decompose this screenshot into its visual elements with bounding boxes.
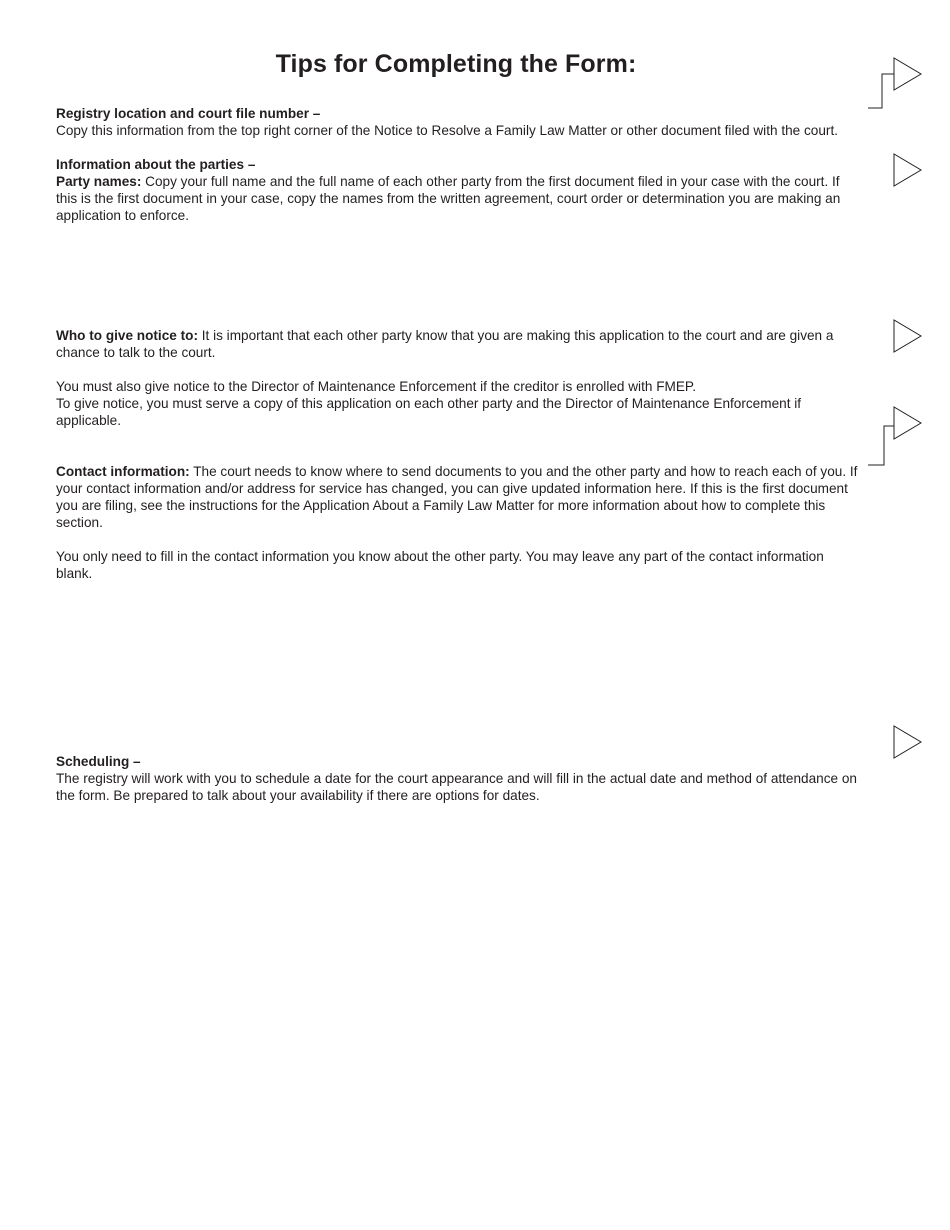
page-title: Tips for Completing the Form:: [275, 50, 637, 78]
arrow-icon: [893, 725, 925, 759]
arrow-icon: [893, 153, 925, 187]
flag-arrow-icon: [866, 57, 924, 111]
registry-text: Copy this information from the top right corner of the Notice to Resolve a Family Law Matter or other document filed with the court.: [56, 123, 838, 138]
section-registry: [56, 105, 861, 139]
notice-label: Who to give notice to:: [56, 328, 198, 343]
contact-label: Contact information:: [56, 464, 190, 479]
parties-heading: Information about the parties –: [56, 157, 256, 172]
party-names-text: Copy your full name and the full name of each other party from the first document filed in your case with the court. If this is the first document in your case, copy the names from the written agreement, court order or determination you are making an application to enforce.: [56, 174, 841, 223]
scheduling-text: The registry will work with you to schedule a date for the court appearance and will fill in the actual date and method of attendance on the form. Be prepared to talk about your availability if there are options for dates.: [56, 771, 857, 803]
scheduling-heading: Scheduling –: [56, 754, 141, 769]
contact-optional-paragraph: You only need to fill in the contact information you know about the other party. You may leave any part of the contact information blank.: [56, 549, 824, 581]
notice-serve-line: To give notice, you must serve a copy of this application on each other party and the Director of Maintenance Enforcement if applicable.: [56, 396, 802, 428]
registry-heading: Registry location and court file number –: [56, 106, 321, 121]
section-parties: [56, 156, 861, 224]
party-names-paragraph: [56, 173, 861, 224]
section-scheduling: [56, 753, 861, 804]
notice-text: It is important that each other party know that you are making this application to the court and are given a chance to talk to the court.: [56, 328, 834, 360]
notice-paragraph: [56, 327, 861, 361]
contact-paragraph: [56, 463, 861, 531]
contact-text: The court needs to know where to send documents to you and the other party and how to reach each of you. If your contact information and/or address for service has changed, you can give updated information here. If this is the first document you are filing, see the instructions for the Application About a Family Law Matter for more information about how to complete this section.: [56, 464, 858, 530]
arrow-icon: [893, 319, 925, 353]
section-notice: [56, 327, 861, 429]
party-names-label: Party names:: [56, 174, 142, 189]
section-contact: [56, 463, 861, 582]
notice-fmep-line: You must also give notice to the Director of Maintenance Enforcement if the creditor is enrolled with FMEP.: [56, 379, 696, 394]
flag-arrow-icon: [866, 406, 924, 468]
